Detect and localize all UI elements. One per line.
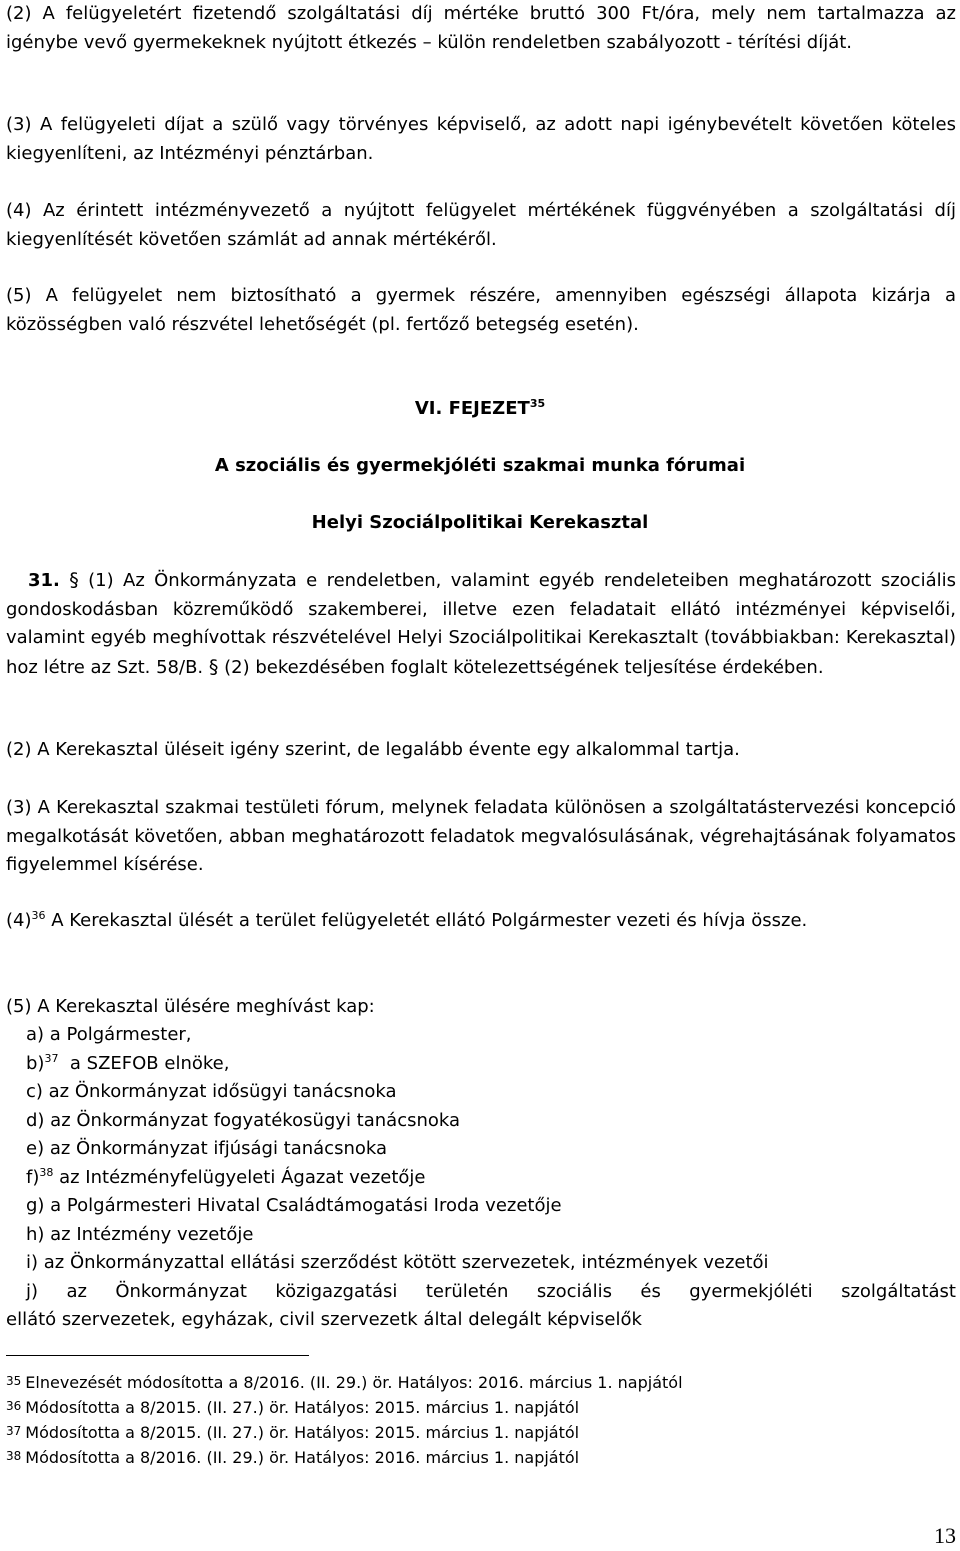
section-31-paragraph-5-intro: (5) A Kerekasztal ülésére meghívást kap: xyxy=(6,996,375,1017)
chapter-subtitle: A szociális és gyermekjóléti szakmai munka fórumai xyxy=(214,455,746,476)
section-symbol: § xyxy=(69,569,79,591)
paragraph-fee-4: (4) Az érintett intézményvezető a nyújtott felügyelet mértékének függvényében a szolgáltatási díj kiegyenlítését követően számlát ad annak mértékéről. xyxy=(6,200,956,250)
section-symbol-inline: § xyxy=(208,655,219,678)
list-item-j-line-2: ellátó szervezetek, egyházak, civil szervezetk által delegált képviselők xyxy=(6,1309,642,1330)
paragraph-fee-2: (2) A felügyeletért fizetendő szolgáltatási díj mértéke bruttó 300 Ft/óra, mely nem tartalmazza az igénybe vevő gyermekeknek nyújtott étkezés – külön rendeletben szabályozott - térítési díját. xyxy=(6,3,956,53)
list-item: c) az Önkormányzat idősügyi tanácsnoka xyxy=(26,1081,397,1102)
section-number: 31. xyxy=(28,570,60,591)
paragraph-4-text: A Kerekasztal ülését a terület felügyeletét ellátó Polgármester vezeti és hívja össze. xyxy=(51,910,808,931)
section-31-p1-text-cont: (2) bekezdésében foglalt kötelezettségének teljesítése érdekében. xyxy=(224,656,824,678)
list-item: g) a Polgármesteri Hivatal Családtámogatási Iroda vezetője xyxy=(26,1195,562,1216)
footnote-ref-37: 37 xyxy=(44,1051,59,1065)
section-31-paragraph-3: (3) A Kerekasztal szakmai testületi fórum, melynek feladata különösen a szolgáltatástervezési koncepció megalkotását követően, abban meghatározott feladatok megvalósulásának, végrehajtásának folyamatos figyelemmel kísérése. xyxy=(6,797,956,875)
list-item: e) az Önkormányzat ifjúsági tanácsnoka xyxy=(26,1138,388,1159)
section-31-p1-text: (1) Az Önkormányzata e rendeletben, valamint egyéb rendeleteiben meghatározott szociális gondoskodásban közreműködő szakemberei, illetve ezen feladatait ellátó intézményei képviselői, valamint egyéb meghívottak részvételével Helyi Szociálpolitikai Kerekasztalt (továbbiakban: Kerekasztal) hoz létre az Szt. 58/B. xyxy=(6,570,956,678)
paragraph-4-prefix: (4) xyxy=(6,910,32,931)
list-item: h) az Intézmény vezetője xyxy=(26,1223,254,1245)
list-item: b)$^{37}$ a SZEFOB elnöke, xyxy=(26,1051,230,1074)
footnote-38: $^{38}$ Módosította a 8/2016. (II. 29.) ör. Hatályos: 2016. március 1. napjától xyxy=(6,1448,580,1467)
section-title: Helyi Szociálpolitikai Kerekasztal xyxy=(311,512,649,533)
footnote-ref-35: 35 xyxy=(529,397,546,410)
chapter-title: VI. FEJEZET xyxy=(414,398,530,419)
paragraph-fee-5: (5) A felügyelet nem biztosítható a gyermek részére, amennyiben egészségi állapota kizárja a közösségben való részvétel lehetőségét (pl. fertőző betegség esetén). xyxy=(6,285,956,335)
list-item: f)$^{38}$ az Intézményfelügyeleti Ágazat vezetője xyxy=(26,1165,426,1188)
footnote-ref-36: 36 xyxy=(31,909,46,922)
section-31-paragraph-4 xyxy=(6,907,956,936)
footnote-35: $^{35}$ Elnevezését módosította a 8/2016. (II. 29.) ör. Hatályos: 2016. március 1. napjától xyxy=(6,1373,683,1392)
invitee-list xyxy=(26,1021,956,1278)
footnote-divider xyxy=(6,1355,309,1356)
section-31-paragraph-2: (2) A Kerekasztal üléseit igény szerint, de legalább évente egy alkalommal tartja. xyxy=(6,739,740,760)
paragraph-fee-3: (3) A felügyeleti díjat a szülő vagy törvényes képviselő, az adott napi igénybevételt követően köteles kiegyenlíteni, az Intézményi pénztárban. xyxy=(6,114,956,164)
footnote-ref-38: 38 xyxy=(39,1165,54,1179)
section-31-paragraph-1 xyxy=(6,566,956,682)
list-item: a) a Polgármester, xyxy=(26,1024,192,1045)
page-number: 13 xyxy=(934,1523,956,1548)
list-item: d) az Önkormányzat fogyatékosügyi tanácsnoka xyxy=(26,1109,461,1131)
footnote-36: $^{36}$ Módosította a 8/2015. (II. 27.) ör. Hatályos: 2015. március 1. napjától xyxy=(6,1398,580,1417)
chapter-heading xyxy=(0,398,960,419)
list-item-j-line-1: j) az Önkormányzat közigazgatási területén szociális és gyermekjóléti szolgáltatást xyxy=(26,1281,956,1302)
footnote-37: $^{37}$ Módosította a 8/2015. (II. 27.) ör. Hatályos: 2015. március 1. napjától xyxy=(6,1423,580,1442)
list-item: i) az Önkormányzattal ellátási szerződést kötött szervezetek, intézmények vezetői xyxy=(26,1252,769,1273)
